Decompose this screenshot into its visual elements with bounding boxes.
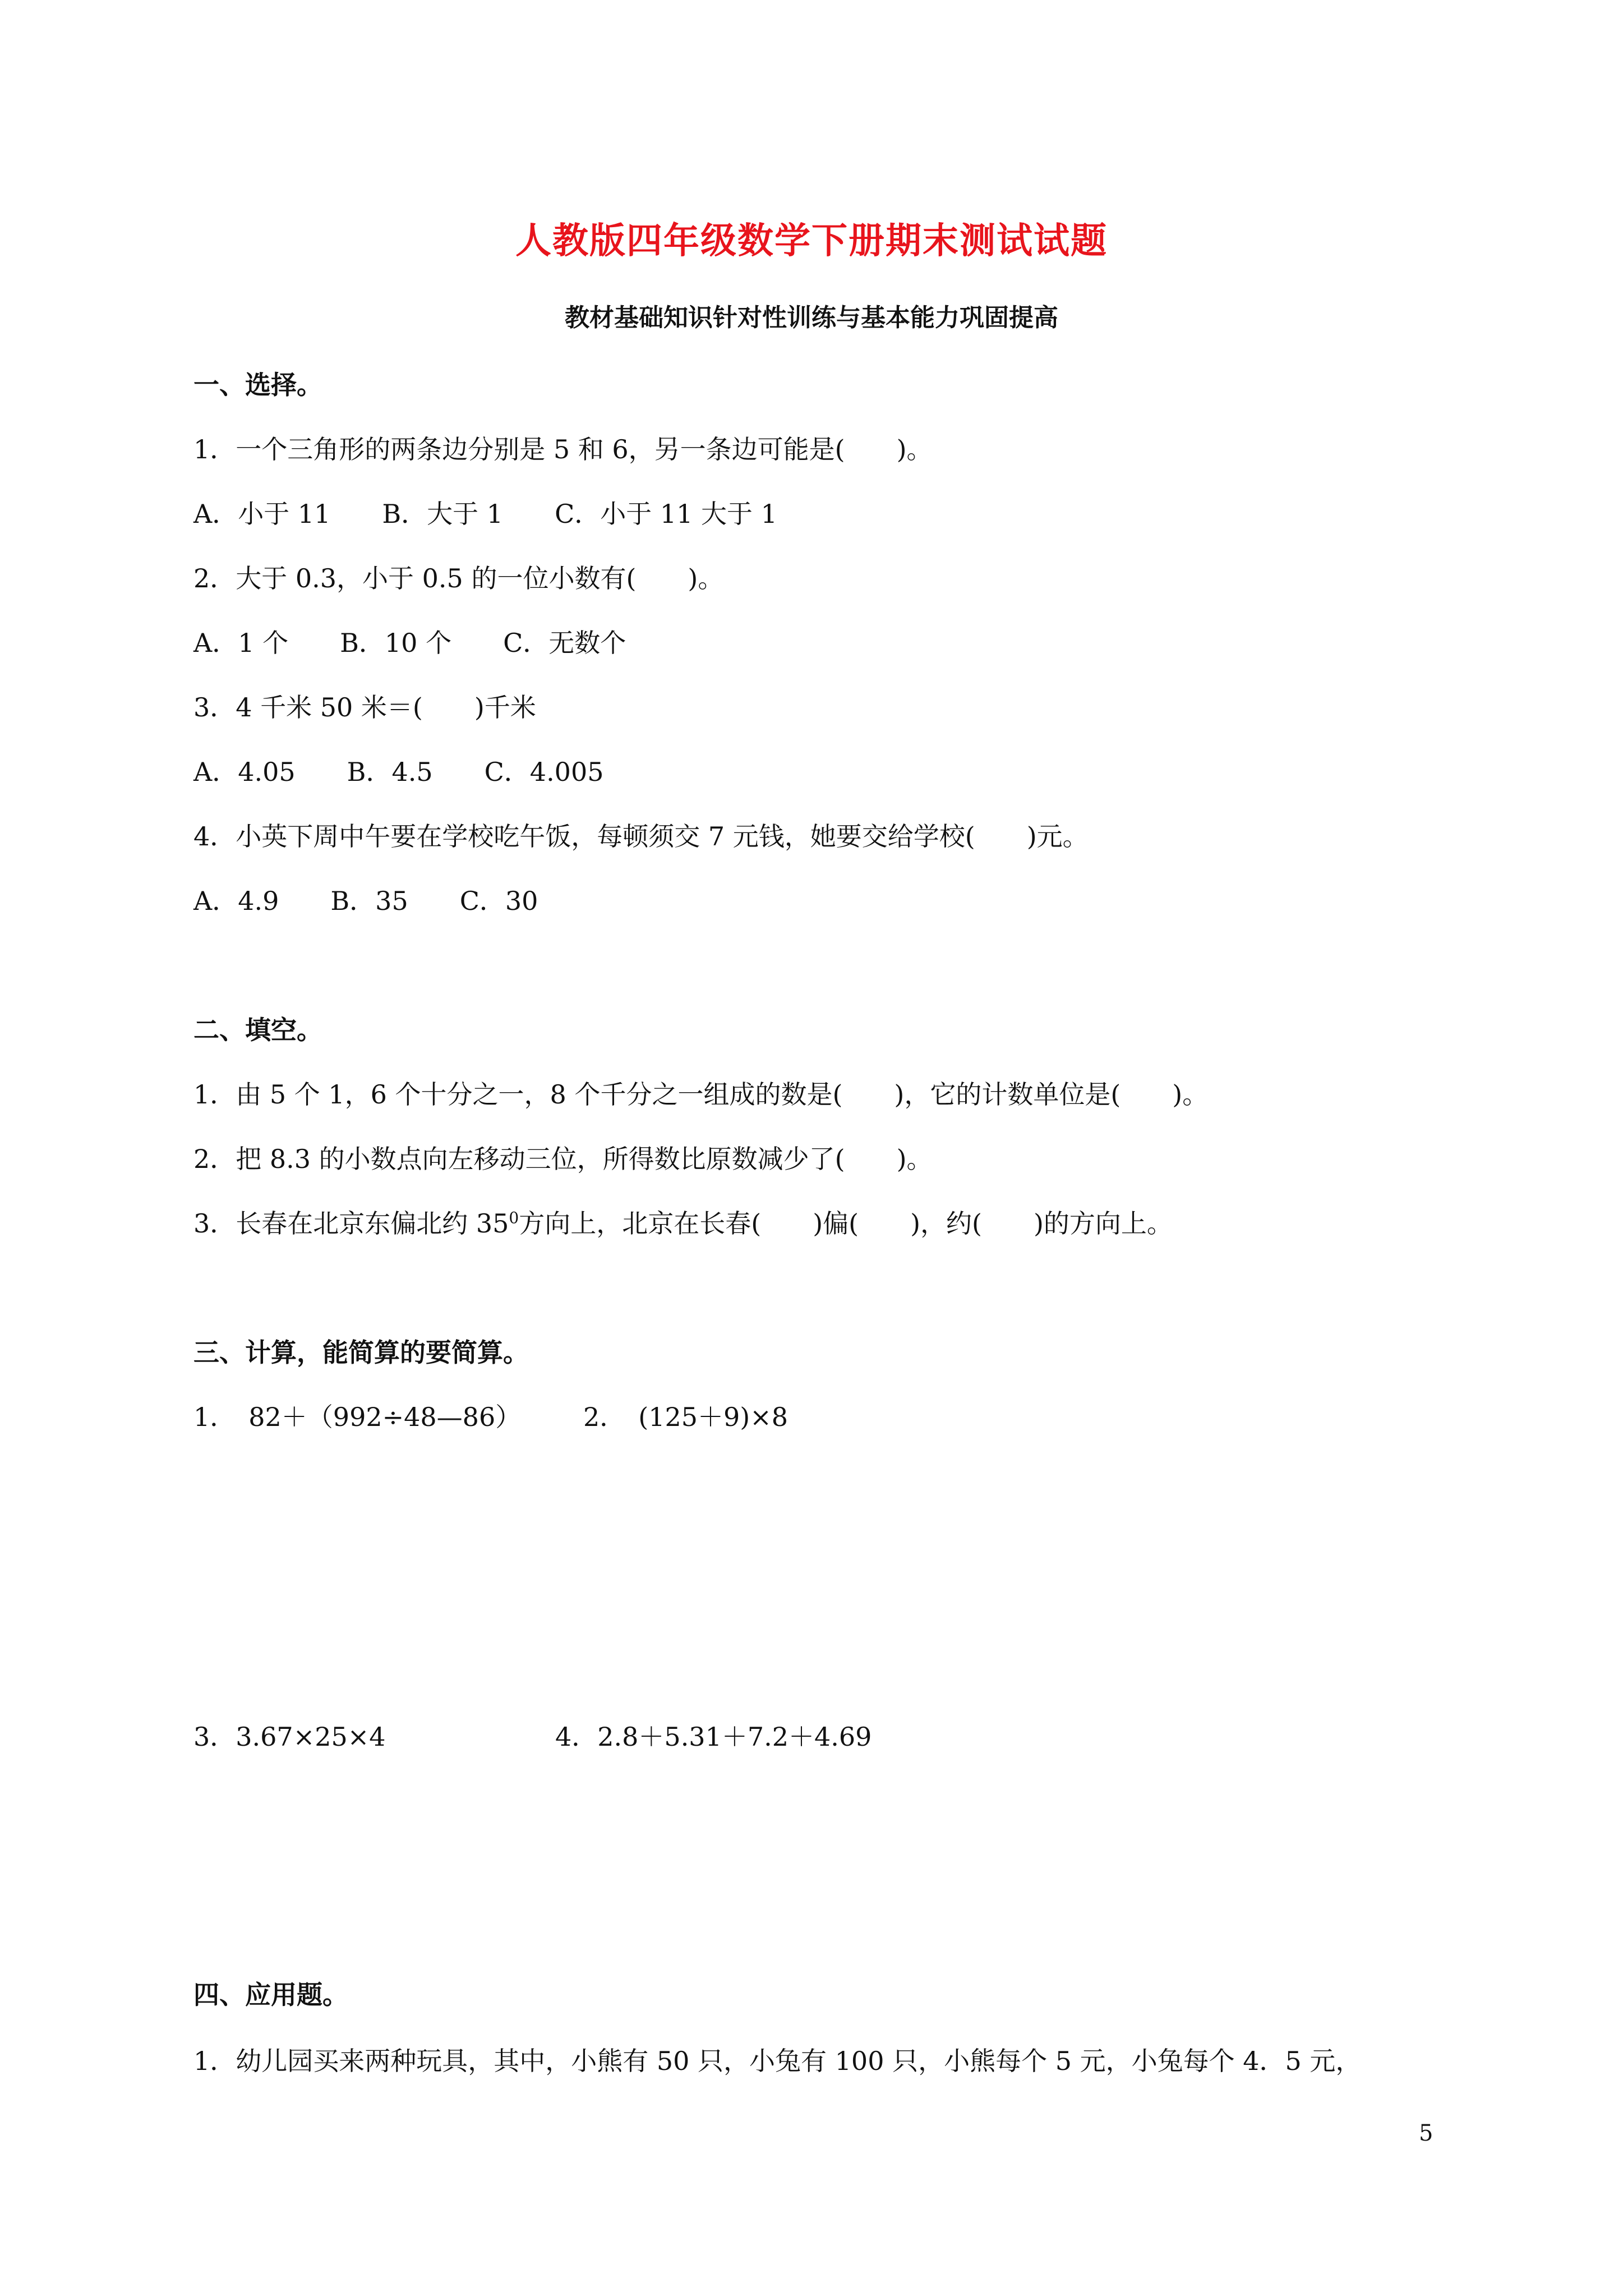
- question-1-2: 2．大于 0.3，小于 0.5 的一位小数有( )。: [193, 563, 724, 593]
- calc-4: 4．2.8＋5.31＋7.2＋4.69: [555, 1722, 872, 1752]
- question-1-4: 4．小英下周中午要在学校吃午饭，每顿须交 7 元钱，她要交给学校( )元。: [193, 821, 1089, 852]
- page-title: 人教版四年级数学下册期末测试试题: [515, 220, 1108, 262]
- calc-3: 3．3.67×25×4: [193, 1722, 386, 1752]
- degree-superscript: 0: [509, 1208, 519, 1227]
- page-subtitle: 教材基础知识针对性训练与基本能力巩固提高: [565, 303, 1058, 332]
- question-1-3-options: A．4.05 B．4.5 C．4.005: [193, 757, 604, 787]
- section-heading-fill: 二、填空。: [193, 1015, 322, 1045]
- question-2-3-before: 3．长春在北京东偏北约 35: [193, 1208, 509, 1239]
- page-number: 5: [1419, 2120, 1433, 2146]
- section-heading-choice: 一、选择。: [193, 370, 322, 400]
- question-2-3-after: 方向上，北京在长春( )偏( )，约( )的方向上。: [519, 1208, 1173, 1239]
- section-heading-application: 四、应用题。: [193, 1980, 348, 2010]
- question-1-4-options: A．4.9 B．35 C．30: [193, 886, 538, 916]
- question-4-1: 1．幼儿园买来两种玩具，其中，小熊有 50 只，小兔有 100 只，小熊每个 5 元，小兔每个 4．5 元，: [193, 2046, 1362, 2076]
- question-1-3: 3．4 千米 50 米＝( )千米: [193, 692, 536, 723]
- section-heading-calc: 三、计算，能简算的要简算。: [193, 1337, 529, 1368]
- question-2-2: 2．把 8.3 的小数点向左移动三位，所得数比原数减少了( )。: [193, 1144, 933, 1174]
- question-1-1-options: A．小于 11 B．大于 1 C．小于 11 大于 1: [193, 499, 777, 529]
- calc-2: 2． (125＋9)×8: [583, 1402, 789, 1432]
- question-1-1: 1．一个三角形的两条边分别是 5 和 6，另一条边可能是( )。: [193, 434, 933, 464]
- question-2-3: [193, 1203, 1173, 1240]
- question-1-2-options: A．1 个 B．10 个 C．无数个: [193, 628, 626, 658]
- question-2-1: 1．由 5 个 1，6 个十分之一，8 个千分之一组成的数是( )，它的计数单位是( )。: [193, 1079, 1209, 1110]
- calc-1: 1． 82＋（992÷48—86）: [193, 1402, 522, 1432]
